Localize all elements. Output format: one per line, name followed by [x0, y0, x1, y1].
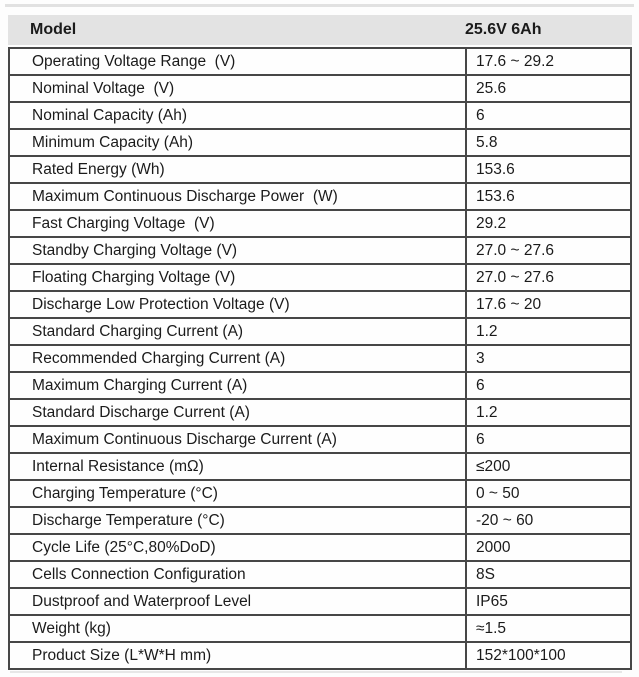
spec-row: [8, 533, 632, 562]
spec-value: 1.2: [476, 403, 498, 421]
spec-value: ≤200: [476, 457, 511, 475]
spec-label: Cells Connection Configuration: [10, 562, 467, 587]
spec-row: [8, 587, 632, 616]
spec-row: [8, 344, 632, 373]
header-model-value: 25.6V 6Ah: [465, 21, 542, 38]
spec-row: [8, 317, 632, 346]
spec-row: [8, 74, 632, 103]
spec-row: [8, 371, 632, 400]
spec-row: [8, 182, 632, 211]
spec-label: Internal Resistance (mΩ): [10, 454, 467, 479]
spec-label: Operating Voltage Range (V): [10, 49, 467, 74]
spec-row: [8, 47, 632, 76]
spec-label: Fast Charging Voltage (V): [10, 211, 467, 236]
spec-label: Discharge Temperature (°C): [10, 508, 467, 533]
header-model-label: Model: [30, 21, 77, 38]
spec-label: Maximum Continuous Discharge Power (W): [10, 184, 467, 209]
spec-row: [8, 101, 632, 130]
spec-label: Minimum Capacity (Ah): [10, 130, 467, 155]
spec-value: 27.0 ~ 27.6: [476, 241, 554, 259]
spec-row: [8, 263, 632, 292]
spec-label: Nominal Capacity (Ah): [10, 103, 467, 128]
spec-value: IP65: [476, 592, 508, 610]
spec-label: Maximum Charging Current (A): [10, 373, 467, 398]
spec-label: Floating Charging Voltage (V): [10, 265, 467, 290]
spec-row: [8, 290, 632, 319]
spec-row: [8, 425, 632, 454]
spec-value: 6: [476, 376, 485, 394]
spec-label: Rated Energy (Wh): [10, 157, 467, 182]
spec-value: 3: [476, 349, 485, 367]
spec-value: 153.6: [476, 160, 515, 178]
spec-value: 2000: [476, 538, 511, 556]
spec-row: [8, 506, 632, 535]
spec-value: 17.6 ~ 20: [476, 295, 542, 313]
spec-row: [8, 560, 632, 589]
spec-value: 25.6: [476, 79, 507, 97]
spec-row: [8, 641, 632, 670]
spec-row: [8, 128, 632, 157]
spec-label: Standard Charging Current (A): [10, 319, 467, 344]
spec-row: [8, 479, 632, 508]
spec-label: Cycle Life (25°C,80%DoD): [10, 535, 467, 560]
spec-value: 0 ~ 50: [476, 484, 520, 502]
spec-label: Weight (kg): [10, 616, 467, 641]
spec-row: [8, 209, 632, 238]
spec-row: [8, 236, 632, 265]
spec-value: 17.6 ~ 29.2: [476, 52, 554, 70]
spec-row: [8, 155, 632, 184]
bottom-divider: [10, 671, 622, 673]
spec-value: 6: [476, 430, 485, 448]
spec-label: Dustproof and Waterproof Level: [10, 589, 467, 614]
spec-value: ≈1.5: [476, 619, 507, 637]
spec-label: Nominal Voltage (V): [10, 76, 467, 101]
spec-value: 27.0 ~ 27.6: [476, 268, 554, 286]
spec-label: Discharge Low Protection Voltage (V): [10, 292, 467, 317]
spec-label: Recommended Charging Current (A): [10, 346, 467, 371]
spec-value: 6: [476, 106, 485, 124]
spec-value: 152*100*100: [476, 646, 566, 664]
table-header-row: [8, 15, 632, 45]
spec-value: 8S: [476, 565, 495, 583]
spec-value: 153.6: [476, 187, 515, 205]
spec-label: Standby Charging Voltage (V): [10, 238, 467, 263]
spec-value: 1.2: [476, 322, 498, 340]
spec-row: [8, 614, 632, 643]
spec-label: Maximum Continuous Discharge Current (A): [10, 427, 467, 452]
spec-label: Product Size (L*W*H mm): [10, 643, 467, 668]
spec-row: [8, 398, 632, 427]
table-body: [8, 47, 632, 670]
spec-label: Standard Discharge Current (A): [10, 400, 467, 425]
spec-value: 5.8: [476, 133, 498, 151]
spec-row: [8, 452, 632, 481]
top-divider: [5, 4, 634, 7]
battery-spec-table: [8, 15, 632, 670]
spec-value: 29.2: [476, 214, 507, 232]
spec-label: Charging Temperature (°C): [10, 481, 467, 506]
spec-value: -20 ~ 60: [476, 511, 534, 529]
